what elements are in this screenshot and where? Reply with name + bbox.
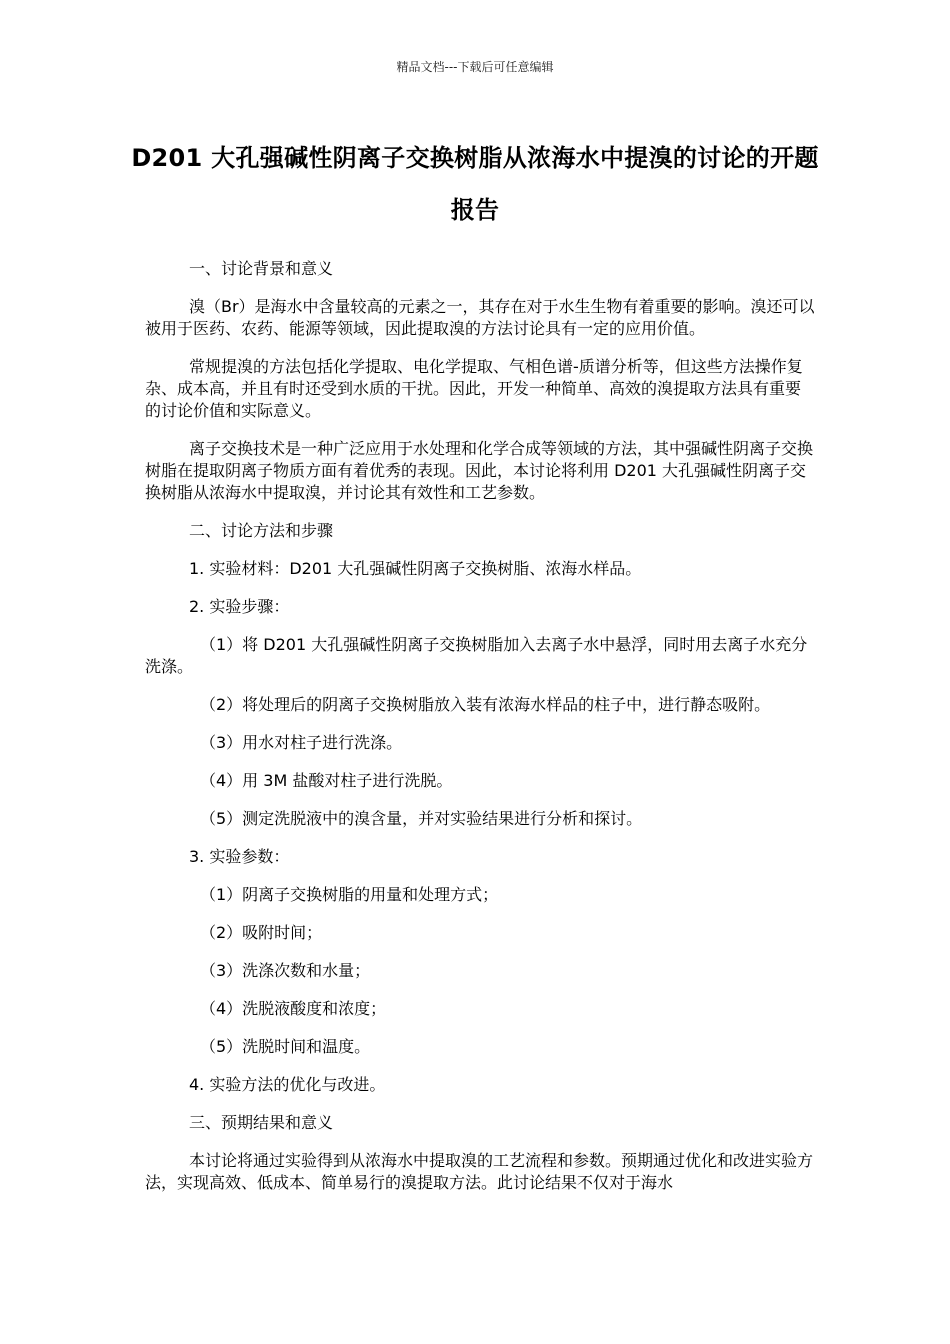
section-heading: 一、讨论背景和意义 xyxy=(189,259,334,278)
param-item: （2）吸附时间； xyxy=(200,923,323,942)
paragraph: 离子交换技术是一种广泛应用于水处理和化学合成等领域的方法，其中强碱性阴离子交换树脂在提取阴离子物质方面有着优秀的表现。因此，本讨论将利用 D201 大孔强碱性阴离子交换树脂从浓海水中提取溴，并讨论其有效性和工艺参数。 xyxy=(145,439,814,502)
step-item: （1）将 D201 大孔强碱性阴离子交换树脂加入去离子水中悬浮，同时用去离子水充分洗涤。 xyxy=(145,635,808,676)
list-item: 4. 实验方法的优化与改进。 xyxy=(189,1075,386,1094)
paragraph: 溴（Br）是海水中含量较高的元素之一，其存在对于水生生物有着重要的影响。溴还可以被用于医药、农药、能源等领域，因此提取溴的方法讨论具有一定的应用价值。 xyxy=(145,297,815,338)
paragraph: 本讨论将通过实验得到从浓海水中提取溴的工艺流程和参数。预期通过优化和改进实验方法，实现高效、低成本、简单易行的溴提取方法。此讨论结果不仅对于海水 xyxy=(145,1151,814,1192)
param-item: （4）洗脱液酸度和浓度； xyxy=(200,999,387,1018)
step-item: （4）用 3M 盐酸对柱子进行洗脱。 xyxy=(200,771,453,790)
list-item: 2. 实验步骤： xyxy=(189,597,290,616)
list-item: 3. 实验参数： xyxy=(189,847,290,866)
section-heading: 三、预期结果和意义 xyxy=(189,1113,334,1132)
document-body xyxy=(145,258,815,1194)
list-item: 1. 实验材料：D201 大孔强碱性阴离子交换树脂、浓海水样品。 xyxy=(189,559,642,578)
param-item: （1）阴离子交换树脂的用量和处理方式； xyxy=(200,885,499,904)
param-item: （5）洗脱时间和温度。 xyxy=(200,1037,371,1056)
paragraph: 常规提溴的方法包括化学提取、电化学提取、气相色谱-质谱分析等，但这些方法操作复杂、成本高，并且有时还受到水质的干扰。因此，开发一种简单、高效的溴提取方法具有重要的讨论价值和实际意义。 xyxy=(145,357,803,420)
section-heading: 二、讨论方法和步骤 xyxy=(189,521,334,540)
step-item: （3）用水对柱子进行洗涤。 xyxy=(200,733,403,752)
param-item: （3）洗涤次数和水量； xyxy=(200,961,371,980)
page-header: 精品文档---下载后可任意编辑 xyxy=(396,60,554,74)
document-title: D201 大孔强碱性阴离子交换树脂从浓海水中提溴的讨论的开题报告 xyxy=(131,144,819,224)
step-item: （5）测定洗脱液中的溴含量，并对实验结果进行分析和探讨。 xyxy=(200,809,643,828)
step-item: （2）将处理后的阴离子交换树脂放入装有浓海水样品的柱子中，进行静态吸附。 xyxy=(200,695,771,714)
